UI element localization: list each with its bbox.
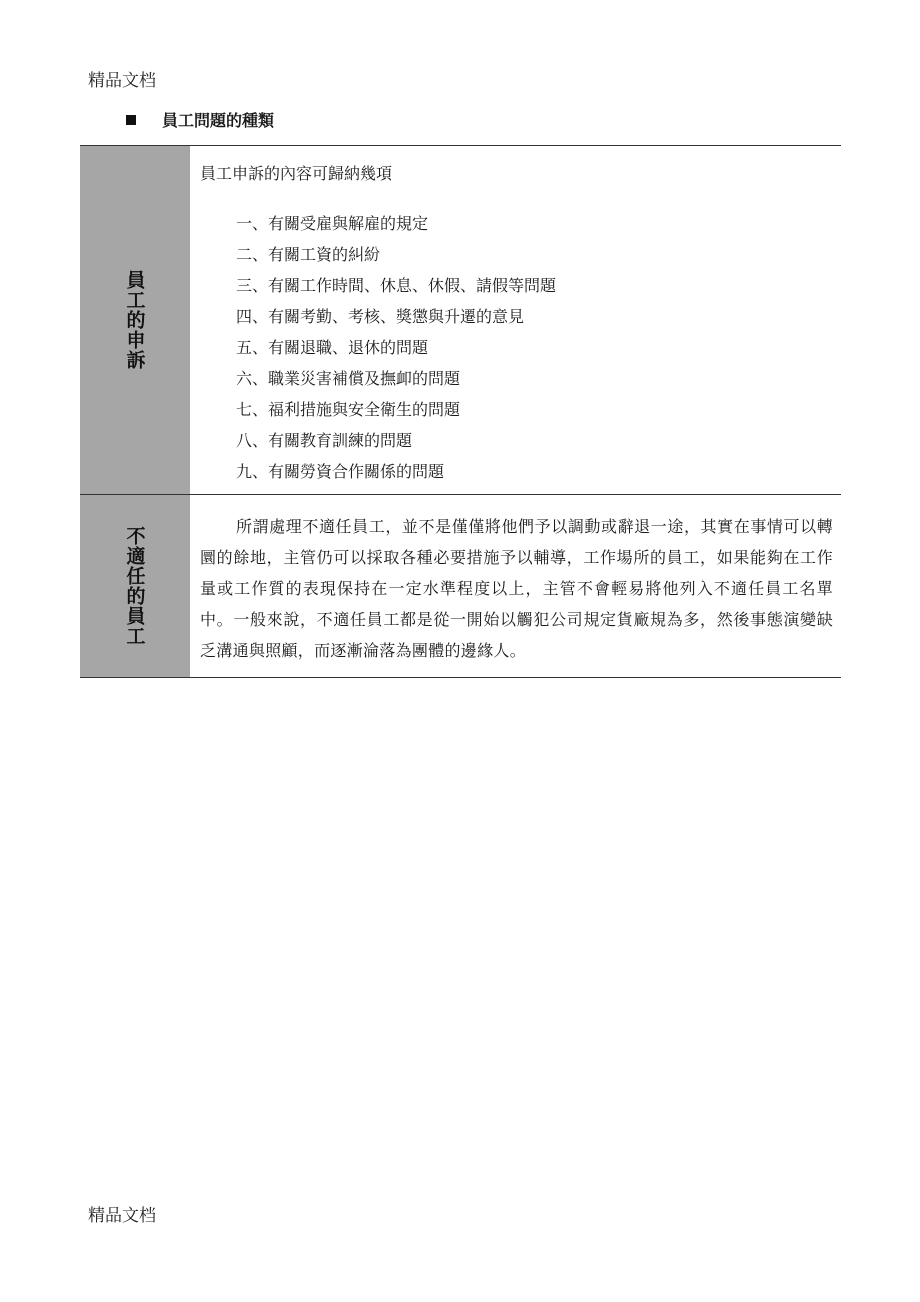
row-heading-unfit-employee: 不適任的員工 [123, 526, 146, 646]
unfit-employee-paragraph: 所謂處理不適任員工，並不是僅僅將他們予以調動或辭退一途，其實在事情可以轉圜的餘地，主管仍可以採取各種必要措施予以輔導，工作場所的員工，如果能夠在工作量或工作質的表現保持在一定水準程度以上，主管不會輕易將他列入不適任員工名單中。一般來說，不適任員工都是從一開始以觸犯公司規定貨廠規為多，然後事態演變缺乏溝通與照顧，而逐漸淪落為團體的邊緣人。 [200, 517, 833, 660]
row-heading-grievance: 員工的申訴 [123, 270, 146, 370]
list-item: 二、有關工資的糾紛 [236, 245, 381, 264]
list-item: 五、有關退職、退休的問題 [236, 338, 429, 357]
square-bullet-icon [126, 115, 136, 125]
grievance-intro: 員工申訴的內容可歸納幾項 [200, 164, 393, 183]
row-content-cell [190, 146, 841, 494]
row-content-cell [190, 495, 841, 677]
page-header-label: 精品文档 [88, 71, 156, 91]
list-item: 六、職業災害補償及撫卹的問題 [236, 369, 461, 388]
section-title [126, 108, 274, 131]
grievance-list [236, 208, 833, 487]
table-row-unfit-employee [80, 494, 841, 677]
list-item: 九、有關勞資合作關係的問題 [236, 462, 445, 481]
table-row-grievance [80, 146, 841, 494]
list-item: 一、有關受雇與解雇的規定 [236, 214, 429, 233]
list-item: 八、有關教育訓練的問題 [236, 431, 413, 450]
page-footer-label: 精品文档 [88, 1206, 156, 1226]
list-item: 四、有關考勤、考核、獎懲與升遷的意見 [236, 307, 525, 326]
issues-table [80, 145, 841, 678]
section-title-text: 員工問題的種類 [162, 111, 275, 130]
row-heading-cell [80, 146, 190, 494]
list-item: 七、福利措施與安全衛生的問題 [236, 400, 461, 419]
row-heading-cell [80, 495, 190, 677]
list-item: 三、有關工作時間、休息、休假、請假等問題 [236, 276, 557, 295]
